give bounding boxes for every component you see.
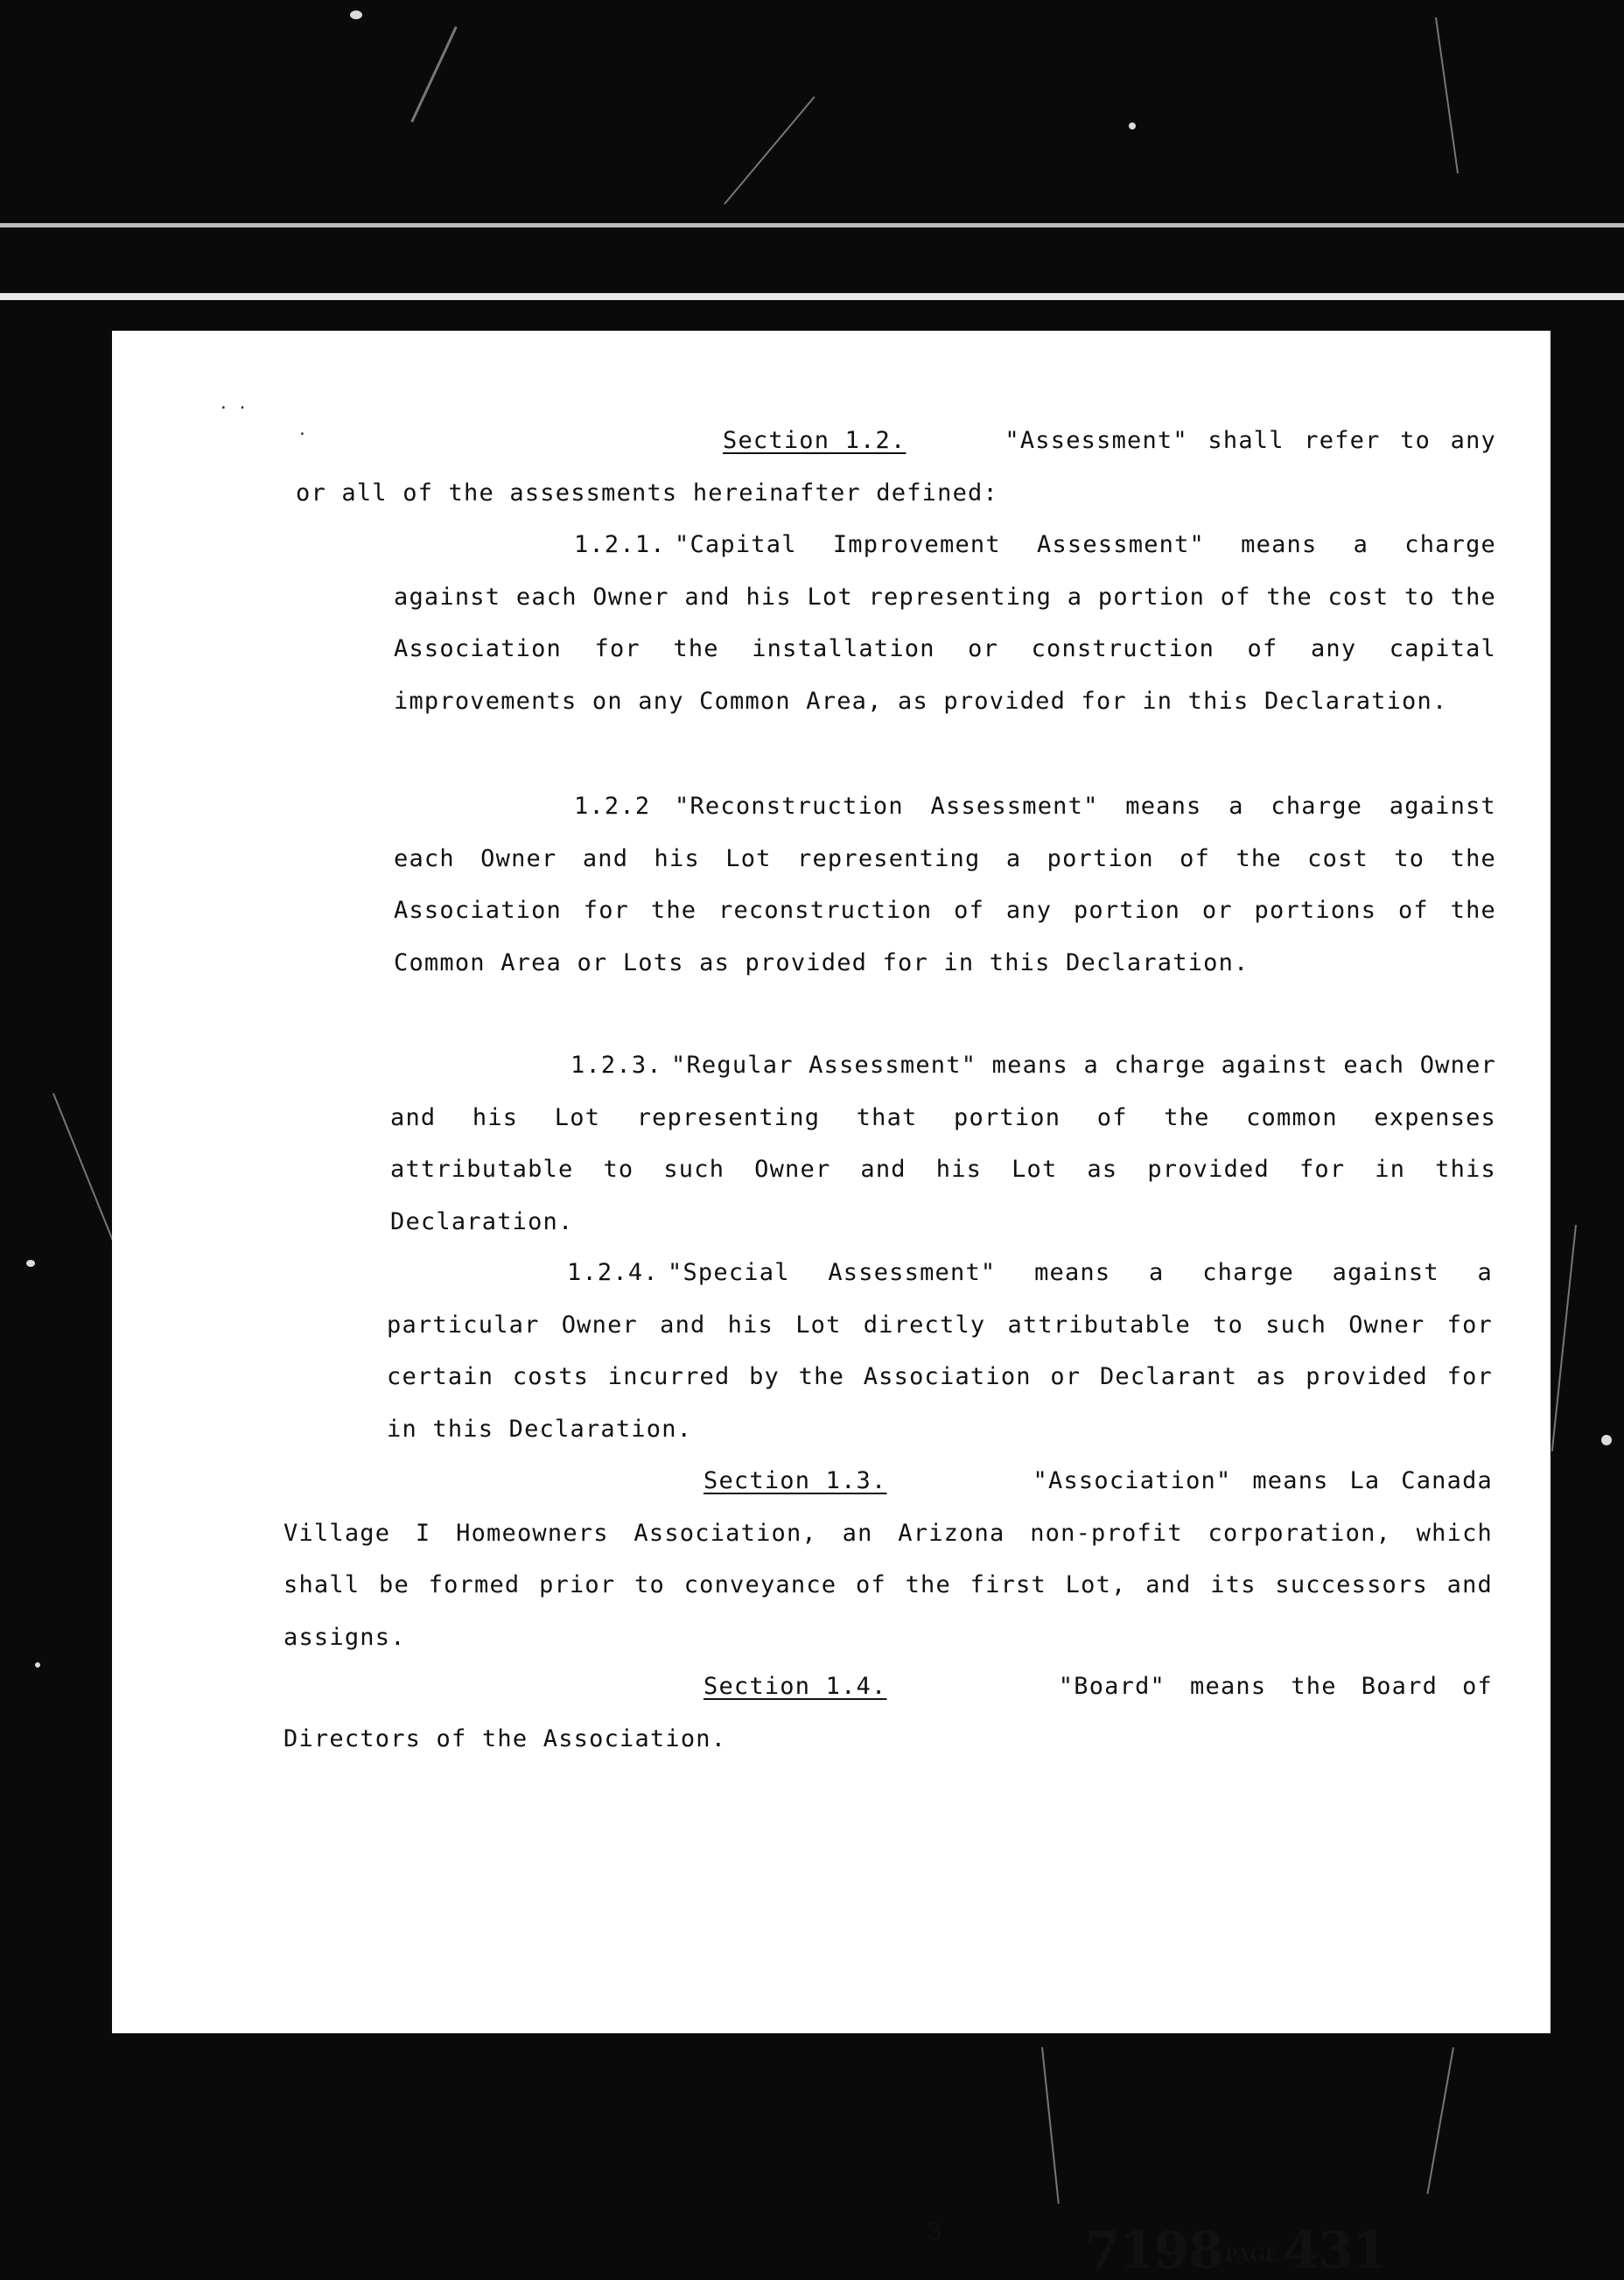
- section-1-3: [284, 1455, 1493, 1663]
- stamp-page: 431: [1283, 2221, 1387, 2280]
- stamp-label: PAGE: [1224, 2244, 1278, 2265]
- scan-rule: [0, 293, 1624, 300]
- section-heading: Section 1.4.: [704, 1673, 887, 1700]
- scan-speck: [1601, 1435, 1612, 1445]
- scan-scratch: [1426, 2047, 1453, 2194]
- recording-stamp: [1085, 2221, 1387, 2280]
- scan-mark: ·: [298, 425, 307, 444]
- section-text: "Assessment" shall refer to any or all of the assessments hereinafter defined:: [296, 427, 1496, 507]
- scan-speck: [1129, 122, 1136, 129]
- section-1-4: [284, 1661, 1493, 1765]
- subsection-number: 1.2.3.: [570, 1052, 662, 1079]
- section-1-2: [296, 415, 1496, 519]
- subsection-text: "Capital Improvement Assessment" means a charge against each Owner and his Lot representing a portion of the cost to the Association for the installation or construction of any capital improvements on any Common Area, as provided for in this Declaration.: [394, 531, 1496, 715]
- subsection-number: 1.2.1.: [574, 531, 666, 558]
- subsection-text: "Regular Assessment" means a charge against each Owner and his Lot representing that portion of the common expenses attributable to such Owner and his Lot as provided for in this Declaration.: [390, 1052, 1496, 1235]
- scan-rule: [0, 223, 1624, 227]
- scan-speck: [35, 1662, 40, 1668]
- scan-speck: [26, 1260, 35, 1267]
- subsection-1-2-1: [394, 519, 1496, 727]
- section-heading: Section 1.2.: [723, 427, 906, 454]
- section-text: "Association" means La Canada Village I Homeowners Association, an Arizona non-profit corporation, which shall be formed prior to conveyance of the first Lot, and its successors and assigns.: [284, 1467, 1493, 1651]
- subsection-text: "Special Assessment" means a charge against a particular Owner and his Lot directly attributable to such Owner for certain costs incurred by the Association or Declarant as provided for in this Declaration.: [387, 1259, 1493, 1443]
- scan-mark: · ·: [219, 399, 248, 417]
- subsection-number: 1.2.2: [574, 793, 651, 820]
- document-page: [112, 331, 1550, 2280]
- page-number: 3: [928, 2219, 942, 2245]
- subsection-1-2-4: [387, 1247, 1493, 1455]
- subsection-number: 1.2.4.: [567, 1259, 659, 1286]
- scan-scratch: [1551, 1225, 1577, 1451]
- subsection-1-2-2: [394, 780, 1496, 989]
- scan-scratch: [724, 96, 815, 205]
- scan-scratch: [1435, 17, 1459, 174]
- subsection-1-2-3: [390, 1039, 1496, 1248]
- scan-scratch: [410, 26, 457, 122]
- subsection-text: "Reconstruction Assessment" means a charge against each Owner and his Lot representing a portion of the cost to the Association for the reconstruction of any portion or portions of the Common Area or Lots as provided for in this Declaration.: [394, 793, 1496, 976]
- scan-speck: [350, 10, 362, 19]
- section-heading: Section 1.3.: [704, 1467, 887, 1494]
- stamp-book: 7198: [1085, 2221, 1223, 2280]
- section-text: "Board" means the Board of Directors of the Association.: [284, 1673, 1493, 1752]
- scan-scratch: [1041, 2047, 1060, 2204]
